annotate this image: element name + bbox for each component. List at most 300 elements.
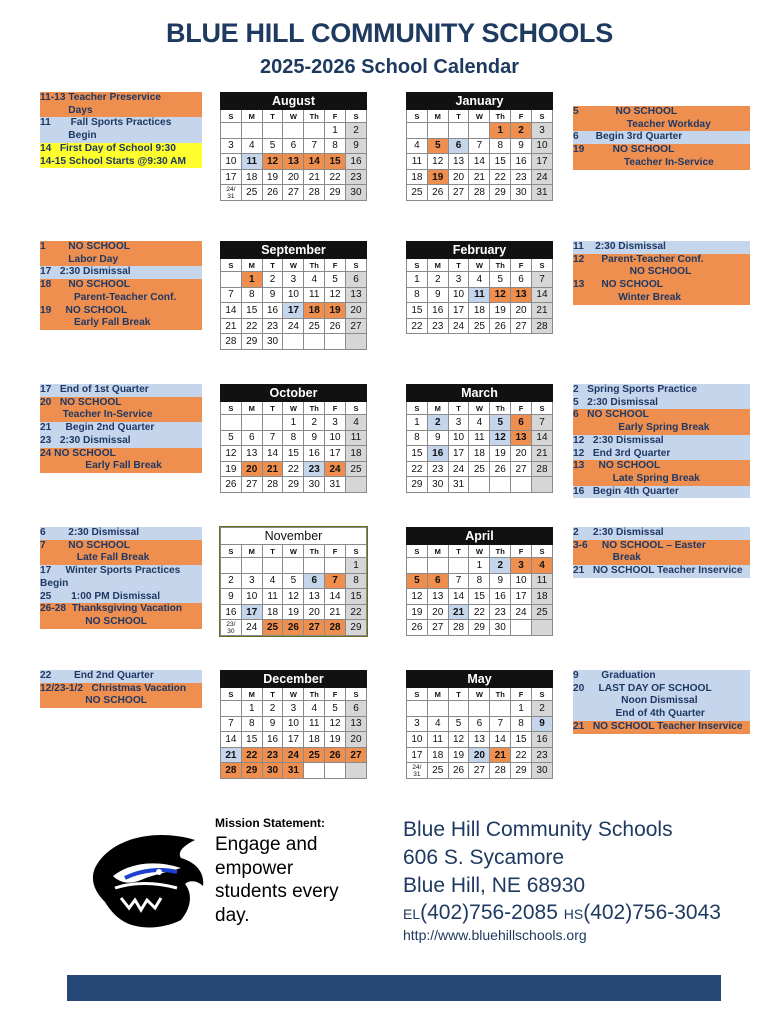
day-cell <box>407 123 428 139</box>
note-line: End of 4th Quarter <box>573 708 750 721</box>
day-cell: 25 <box>469 318 490 334</box>
note-line: 21 NO SCHOOL Teacher Inservice <box>573 721 750 734</box>
weekday-label: M <box>241 688 262 701</box>
month-header: August <box>221 93 367 110</box>
note-line: Late Spring Break <box>573 473 750 486</box>
day-cell: 19 <box>325 732 346 748</box>
month-header: November <box>221 528 367 545</box>
day-cell: 25 <box>304 747 325 763</box>
day-cell: 26 <box>325 318 346 334</box>
day-cell: 5 <box>325 701 346 717</box>
note-line: Teacher In-Service <box>40 409 202 422</box>
day-cell: 11 <box>469 430 490 446</box>
day-cell: 14 <box>531 287 552 303</box>
note-line: NO SCHOOL <box>40 695 202 708</box>
day-cell: 14 <box>448 589 469 605</box>
day-cell: 10 <box>531 138 552 154</box>
day-cell: 22 <box>407 318 428 334</box>
day-cell: 22 <box>241 747 262 763</box>
weekday-label: W <box>283 545 304 558</box>
day-cell: 17 <box>511 589 532 605</box>
day-cell: 3 <box>448 272 469 288</box>
day-cell: 14 <box>325 589 346 605</box>
day-cell: 18 <box>241 169 262 185</box>
day-cell: 23 <box>262 747 283 763</box>
day-cell: 7 <box>531 272 552 288</box>
wildcat-logo <box>85 828 210 931</box>
weekday-label: Th <box>490 110 511 123</box>
day-cell <box>221 701 242 717</box>
day-cell: 17 <box>325 446 346 462</box>
day-cell <box>448 123 469 139</box>
day-cell: 7 <box>221 287 242 303</box>
weekday-label: S <box>407 402 428 415</box>
day-cell: 11 <box>304 716 325 732</box>
day-cell <box>262 123 283 139</box>
day-cell: 30 <box>531 763 552 779</box>
day-cell: 3 <box>221 138 242 154</box>
day-cell: 25 <box>531 604 552 620</box>
day-cell <box>304 558 325 574</box>
note-line: 20 LAST DAY OF SCHOOL <box>573 683 750 696</box>
weekday-label: F <box>511 402 532 415</box>
note-line: 2 2:30 Dismissal <box>573 527 750 540</box>
day-cell: 12 <box>427 154 448 170</box>
day-cell: 17 <box>407 747 428 763</box>
day-cell: 12 <box>325 716 346 732</box>
day-cell: 8 <box>407 287 428 303</box>
day-cell <box>469 701 490 717</box>
day-cell: 4 <box>304 272 325 288</box>
day-cell: 19 <box>407 604 428 620</box>
day-cell: 3 <box>407 716 428 732</box>
day-cell: 12 <box>283 589 304 605</box>
weekday-label: W <box>469 110 490 123</box>
day-cell: 6 <box>469 716 490 732</box>
day-cell: 17 <box>241 604 262 620</box>
day-cell: 21 <box>490 747 511 763</box>
day-cell <box>448 701 469 717</box>
weekday-label: S <box>221 688 242 701</box>
day-cell: 4 <box>304 701 325 717</box>
day-cell: 23 <box>345 169 366 185</box>
note-line: Noon Dismissal <box>573 695 750 708</box>
note-line: Teacher In-Service <box>573 157 750 170</box>
day-cell: 30 <box>490 620 511 636</box>
day-cell: 1 <box>469 558 490 574</box>
day-cell: 4 <box>469 272 490 288</box>
day-cell: 14 <box>221 303 242 319</box>
notes-march <box>573 384 750 498</box>
day-cell: 20 <box>469 747 490 763</box>
day-cell: 8 <box>241 287 262 303</box>
weekday-label: S <box>221 259 242 272</box>
day-cell <box>427 123 448 139</box>
weekday-label: F <box>325 545 346 558</box>
day-cell <box>345 477 366 493</box>
day-cell: 9 <box>262 716 283 732</box>
day-cell: 14 <box>304 154 325 170</box>
hs-label: HS <box>563 906 584 922</box>
weekday-label: T <box>262 688 283 701</box>
day-cell: 10 <box>283 716 304 732</box>
notes-may <box>573 670 750 734</box>
weekday-label: W <box>283 402 304 415</box>
day-cell <box>221 558 242 574</box>
day-cell: 6 <box>283 138 304 154</box>
day-cell: 15 <box>469 589 490 605</box>
day-cell: 27 <box>283 185 304 201</box>
day-cell: 27 <box>448 185 469 201</box>
weekday-label: S <box>345 259 366 272</box>
day-cell: 23 <box>511 169 532 185</box>
day-cell: 9 <box>345 138 366 154</box>
weekday-label: T <box>262 110 283 123</box>
day-cell <box>221 415 242 431</box>
day-cell: 6 <box>304 573 325 589</box>
day-cell: 28 <box>531 318 552 334</box>
day-cell: 25 <box>241 185 262 201</box>
weekday-label: S <box>345 110 366 123</box>
day-cell <box>427 701 448 717</box>
day-cell: 31 <box>448 477 469 493</box>
day-cell: 14 <box>262 446 283 462</box>
day-cell: 17 <box>283 732 304 748</box>
notes-december <box>40 670 202 708</box>
weekday-label: Th <box>304 402 325 415</box>
day-cell: 26 <box>427 185 448 201</box>
weekday-label: S <box>345 688 366 701</box>
day-cell: 8 <box>490 138 511 154</box>
day-cell: 28 <box>469 185 490 201</box>
day-cell: 27 <box>469 763 490 779</box>
weekday-label: M <box>427 688 448 701</box>
day-cell: 24 <box>448 318 469 334</box>
day-cell: 18 <box>531 589 552 605</box>
day-cell: 24 <box>531 169 552 185</box>
day-cell: 25 <box>345 461 366 477</box>
weekday-label: S <box>531 110 552 123</box>
day-cell: 21 <box>531 303 552 319</box>
day-cell: 29 <box>407 477 428 493</box>
day-cell <box>448 558 469 574</box>
day-cell: 1 <box>241 272 262 288</box>
day-cell <box>221 272 242 288</box>
weekday-label: F <box>325 110 346 123</box>
day-cell: 3 <box>448 415 469 431</box>
weekday-label: S <box>531 688 552 701</box>
footer-bar <box>67 975 721 1001</box>
note-line: 26-28 Thanksgiving Vacation <box>40 603 202 616</box>
day-cell <box>511 620 532 636</box>
weekday-label: M <box>241 110 262 123</box>
day-cell: 22 <box>469 604 490 620</box>
day-cell: 15 <box>325 154 346 170</box>
day-cell: 16 <box>490 589 511 605</box>
weekday-label: M <box>427 402 448 415</box>
weekday-label: F <box>511 688 532 701</box>
day-cell: 13 <box>427 589 448 605</box>
day-cell: 28 <box>490 763 511 779</box>
note-line: 17 Winter Sports Practices <box>40 565 202 578</box>
note-line: Early Fall Break <box>40 460 202 473</box>
day-cell <box>469 477 490 493</box>
day-cell: 26 <box>448 763 469 779</box>
day-cell: 7 <box>325 573 346 589</box>
weekday-label: F <box>511 110 532 123</box>
day-cell: 4 <box>262 573 283 589</box>
day-cell: 5 <box>407 573 428 589</box>
weekday-label: F <box>511 259 532 272</box>
day-cell: 29 <box>345 620 366 636</box>
weekday-label: Th <box>490 259 511 272</box>
weekday-label: F <box>511 545 532 558</box>
day-cell: 6 <box>241 430 262 446</box>
note-line: 17 End of 1st Quarter <box>40 384 202 397</box>
note-line: 1 NO SCHOOL <box>40 241 202 254</box>
weekday-label: T <box>262 259 283 272</box>
day-cell: 18 <box>262 604 283 620</box>
note-line: 21 Begin 2nd Quarter <box>40 422 202 435</box>
day-cell: 23/ 30 <box>221 620 242 636</box>
day-cell: 24 <box>325 461 346 477</box>
day-cell <box>262 558 283 574</box>
day-cell: 22 <box>407 461 428 477</box>
weekday-label: W <box>283 110 304 123</box>
day-cell: 12 <box>221 446 242 462</box>
day-cell <box>345 763 366 779</box>
day-cell: 8 <box>469 573 490 589</box>
day-cell: 13 <box>283 154 304 170</box>
note-line: 12/23-1/2 Christmas Vacation <box>40 683 202 696</box>
calendar-october <box>220 384 367 493</box>
note-line: 14 First Day of School 9:30 <box>40 143 202 156</box>
weekday-label: Th <box>490 688 511 701</box>
day-cell: 8 <box>407 430 428 446</box>
weekday-label: W <box>283 259 304 272</box>
day-cell: 16 <box>221 604 242 620</box>
day-cell: 3 <box>531 123 552 139</box>
day-cell: 4 <box>531 558 552 574</box>
day-cell <box>241 415 262 431</box>
note-line: 3-6 NO SCHOOL – Easter <box>573 540 750 553</box>
day-cell: 15 <box>283 446 304 462</box>
weekday-label: Th <box>304 110 325 123</box>
weekday-label: M <box>241 402 262 415</box>
weekday-label: Th <box>490 402 511 415</box>
note-line: 24 NO SCHOOL <box>40 448 202 461</box>
day-cell: 20 <box>304 604 325 620</box>
day-cell: 18 <box>407 169 428 185</box>
day-cell: 12 <box>407 589 428 605</box>
weekday-label: M <box>241 545 262 558</box>
day-cell: 29 <box>241 763 262 779</box>
day-cell: 7 <box>304 138 325 154</box>
notes-august <box>40 92 202 168</box>
day-cell: 18 <box>304 732 325 748</box>
note-line: 22 End 2nd Quarter <box>40 670 202 683</box>
day-cell: 28 <box>262 477 283 493</box>
weekday-label: T <box>448 545 469 558</box>
day-cell: 10 <box>283 287 304 303</box>
day-cell: 15 <box>490 154 511 170</box>
day-cell: 22 <box>511 747 532 763</box>
note-line: 5 2:30 Dismissal <box>573 397 750 410</box>
weekday-label: S <box>531 259 552 272</box>
day-cell: 23 <box>262 318 283 334</box>
day-cell: 22 <box>325 169 346 185</box>
notes-september <box>40 241 202 330</box>
day-cell: 30 <box>345 185 366 201</box>
day-cell: 29 <box>511 763 532 779</box>
day-cell: 2 <box>262 272 283 288</box>
weekday-label: T <box>262 402 283 415</box>
day-cell: 9 <box>221 589 242 605</box>
weekday-label: F <box>325 402 346 415</box>
day-cell: 24 <box>241 620 262 636</box>
day-cell: 11 <box>427 732 448 748</box>
day-cell: 30 <box>427 477 448 493</box>
day-cell <box>345 334 366 350</box>
day-cell: 9 <box>304 430 325 446</box>
day-cell: 16 <box>262 303 283 319</box>
day-cell: 28 <box>304 185 325 201</box>
day-cell: 27 <box>241 477 262 493</box>
day-cell: 27 <box>345 747 366 763</box>
day-cell: 27 <box>345 318 366 334</box>
city-state-zip: Blue Hill, NE 68930 <box>403 874 586 897</box>
day-cell: 13 <box>345 287 366 303</box>
day-cell: 24 <box>511 604 532 620</box>
day-cell: 6 <box>511 415 532 431</box>
note-line: Labor Day <box>40 254 202 267</box>
day-cell: 3 <box>325 415 346 431</box>
day-cell: 19 <box>490 303 511 319</box>
day-cell: 30 <box>262 763 283 779</box>
day-cell: 20 <box>511 303 532 319</box>
day-cell: 21 <box>304 169 325 185</box>
day-cell: 23 <box>427 461 448 477</box>
day-cell: 13 <box>345 716 366 732</box>
day-cell <box>325 334 346 350</box>
day-cell: 5 <box>262 138 283 154</box>
note-line: 19 NO SCHOOL <box>573 144 750 157</box>
weekday-label: Th <box>304 545 325 558</box>
day-cell: 17 <box>448 446 469 462</box>
day-cell <box>325 558 346 574</box>
day-cell: 15 <box>345 589 366 605</box>
day-cell: 6 <box>427 573 448 589</box>
day-cell <box>283 123 304 139</box>
day-cell: 29 <box>325 185 346 201</box>
day-cell: 14 <box>490 732 511 748</box>
note-line: 12 Parent-Teacher Conf. <box>573 254 750 267</box>
day-cell: 1 <box>325 123 346 139</box>
day-cell: 27 <box>427 620 448 636</box>
day-cell: 13 <box>469 732 490 748</box>
day-cell: 19 <box>221 461 242 477</box>
day-cell <box>531 477 552 493</box>
day-cell: 16 <box>531 732 552 748</box>
note-line: 20 NO SCHOOL <box>40 397 202 410</box>
website-link[interactable]: http://www.bluehillschools.org <box>403 927 587 943</box>
weekday-label: S <box>221 110 242 123</box>
day-cell <box>325 763 346 779</box>
mission-heading: Mission Statement: <box>215 816 326 830</box>
day-cell: 28 <box>325 620 346 636</box>
day-cell: 24/ 31 <box>221 185 242 201</box>
day-cell: 10 <box>511 573 532 589</box>
day-cell: 2 <box>345 123 366 139</box>
day-cell: 23 <box>427 318 448 334</box>
note-line: 18 NO SCHOOL <box>40 279 202 292</box>
mission-text: Engage and empower students every day. <box>215 834 339 926</box>
note-line: 6 NO SCHOOL <box>573 409 750 422</box>
note-line: 12 End 3rd Quarter <box>573 448 750 461</box>
day-cell <box>241 558 262 574</box>
day-cell: 1 <box>283 415 304 431</box>
weekday-label: W <box>469 688 490 701</box>
day-cell: 10 <box>407 732 428 748</box>
day-cell: 9 <box>490 573 511 589</box>
day-cell: 26 <box>262 185 283 201</box>
day-cell: 14 <box>469 154 490 170</box>
day-cell: 28 <box>448 620 469 636</box>
note-line: 6 2:30 Dismissal <box>40 527 202 540</box>
day-cell: 18 <box>345 446 366 462</box>
page-title: BLUE HILL COMMUNITY SCHOOLS <box>166 18 613 48</box>
calendar-march <box>406 384 553 493</box>
day-cell: 8 <box>511 716 532 732</box>
weekday-label: S <box>531 402 552 415</box>
day-cell: 22 <box>241 318 262 334</box>
day-cell: 15 <box>407 303 428 319</box>
weekday-label: Th <box>490 545 511 558</box>
note-line: 11 2:30 Dismissal <box>573 241 750 254</box>
note-line: Parent-Teacher Conf. <box>40 292 202 305</box>
day-cell: 7 <box>490 716 511 732</box>
day-cell: 17 <box>283 303 304 319</box>
day-cell: 24 <box>283 747 304 763</box>
day-cell: 18 <box>304 303 325 319</box>
day-cell: 5 <box>427 138 448 154</box>
day-cell: 1 <box>407 272 428 288</box>
day-cell: 18 <box>427 747 448 763</box>
day-cell: 23 <box>490 604 511 620</box>
street-address: 606 S. Sycamore <box>403 846 565 869</box>
notes-november <box>40 527 202 629</box>
day-cell: 14 <box>531 430 552 446</box>
day-cell: 3 <box>511 558 532 574</box>
day-cell: 21 <box>469 169 490 185</box>
day-cell <box>469 123 490 139</box>
el-phone: (402)756-2085 <box>420 901 558 924</box>
day-cell: 25 <box>407 185 428 201</box>
day-cell: 20 <box>345 732 366 748</box>
weekday-label: S <box>345 545 366 558</box>
day-cell: 13 <box>511 430 532 446</box>
day-cell: 20 <box>511 446 532 462</box>
day-cell: 12 <box>262 154 283 170</box>
day-cell: 9 <box>427 287 448 303</box>
note-line: 2 Spring Sports Practice <box>573 384 750 397</box>
day-cell: 16 <box>345 154 366 170</box>
day-cell: 2 <box>490 558 511 574</box>
day-cell: 18 <box>469 303 490 319</box>
note-line: 21 NO SCHOOL Teacher Inservice <box>573 565 750 578</box>
day-cell: 12 <box>490 287 511 303</box>
day-cell: 2 <box>221 573 242 589</box>
